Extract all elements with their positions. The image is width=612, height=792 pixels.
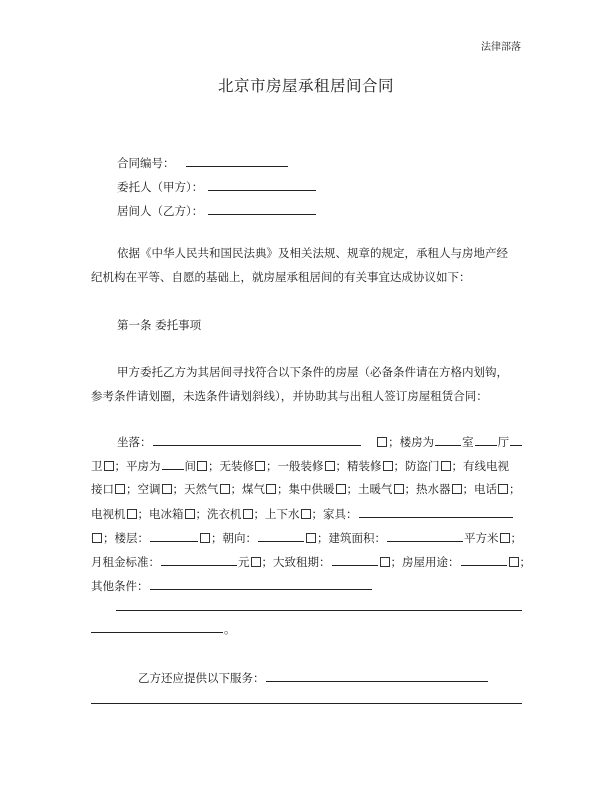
contract-no-row — [117, 155, 289, 170]
plumbing-label: ；上下水 — [253, 507, 300, 521]
security-door-checkbox[interactable] — [441, 461, 451, 471]
bungalow-unit: 间 — [184, 459, 196, 473]
area-field[interactable] — [387, 530, 463, 542]
header-brand: 法律部落 — [481, 42, 521, 53]
other-continuation-line-2[interactable] — [91, 632, 223, 633]
water-heater-checkbox[interactable] — [452, 484, 462, 494]
intermediary-label: 居间人（乙方）： — [117, 204, 204, 218]
row3-end: ； — [509, 482, 521, 496]
basic-decoration-label: ；一般装修 — [266, 459, 324, 473]
row5-end: ； — [510, 531, 522, 545]
telephone-checkbox[interactable] — [498, 484, 508, 494]
fridge-checkbox[interactable] — [185, 509, 195, 519]
services-field[interactable] — [266, 670, 488, 682]
fine-decoration-label: ；精装修 — [335, 459, 382, 473]
area-label: ；建筑面积： — [317, 531, 386, 545]
tv-checkbox[interactable] — [127, 509, 137, 519]
washer-label: ；洗衣机 — [195, 507, 242, 521]
intermediary-field[interactable] — [208, 203, 316, 215]
cable-tv-label-cont: 接口 — [91, 482, 114, 496]
principal-row — [117, 179, 317, 194]
conditions-row-other — [91, 578, 373, 593]
bath-count-field[interactable] — [510, 434, 522, 446]
article1-intro-line2: 参考条件请划圈，未选条件请划斜线），并协助其与出租人签订房屋租赁合同： — [91, 389, 488, 403]
plumbing-checkbox[interactable] — [301, 509, 311, 519]
contract-no-field[interactable] — [186, 155, 288, 167]
article1-heading: 第一条 委托事项 — [117, 318, 202, 332]
conditions-row-location — [117, 434, 523, 449]
hall-count-field[interactable] — [475, 434, 497, 446]
water-heater-label: ；热水器 — [404, 482, 451, 496]
conditions-row-5 — [91, 530, 522, 545]
floor-checkbox[interactable] — [200, 533, 210, 543]
building-checkbox[interactable] — [104, 461, 114, 471]
other-continuation-line-1[interactable] — [116, 610, 522, 611]
local-heating-checkbox[interactable] — [394, 484, 404, 494]
bungalow-checkbox[interactable] — [197, 461, 207, 471]
preamble-line2: 纪机构在平等、自愿的基础上，就房屋承租居间的有关事宜达成协议如下： — [91, 270, 471, 284]
tv-label: 电视机 — [91, 507, 126, 521]
cable-tv-checkbox[interactable] — [115, 484, 125, 494]
coal-gas-checkbox[interactable] — [266, 484, 276, 494]
other-field[interactable] — [150, 578, 372, 590]
usage-label: ；房屋用途： — [390, 555, 460, 569]
natural-gas-checkbox[interactable] — [220, 484, 230, 494]
area-unit: 平方米 — [464, 531, 499, 545]
central-heating-checkbox[interactable] — [336, 484, 346, 494]
usage-field[interactable] — [461, 554, 507, 566]
washer-checkbox[interactable] — [243, 509, 253, 519]
services-row — [138, 670, 489, 685]
room-count-field[interactable] — [435, 434, 461, 446]
area-checkbox[interactable] — [500, 533, 510, 543]
page-title: 北京市房屋承租居间合同 — [217, 77, 394, 95]
conditions-row-4 — [91, 506, 514, 521]
building-label: ；楼房为 — [388, 435, 435, 449]
article1-intro-line1: 甲方委托乙方为其居间寻找符合以下条件的房屋（必备条件请在方格内划钩， — [117, 365, 508, 379]
basic-decoration-checkbox[interactable] — [325, 461, 335, 471]
services-continuation-line[interactable] — [91, 703, 522, 704]
orientation-label: ；朝向： — [211, 531, 257, 545]
principal-label: 委托人（甲方）： — [117, 180, 204, 194]
term-label: ；大致租期： — [261, 555, 331, 569]
location-field[interactable] — [153, 434, 361, 446]
bungalow-count-field[interactable] — [162, 458, 184, 470]
furniture-checkbox[interactable] — [92, 533, 102, 543]
no-decoration-checkbox[interactable] — [255, 461, 265, 471]
natural-gas-label: ；天然气 — [172, 482, 219, 496]
fine-decoration-checkbox[interactable] — [383, 461, 393, 471]
row6-end: ； — [519, 555, 531, 569]
bungalow-label: ；平房为 — [114, 459, 161, 473]
other-label: 其他条件： — [91, 579, 149, 593]
security-door-label: ；防盗门 — [393, 459, 440, 473]
furniture-field[interactable] — [359, 506, 513, 518]
floor-field[interactable] — [150, 530, 198, 542]
rent-checkbox[interactable] — [251, 557, 261, 567]
central-heating-label: ；集中供暖 — [277, 482, 335, 496]
conditions-row-2 — [91, 458, 509, 473]
conditions-row-3 — [91, 482, 521, 496]
floor-label: ；楼层： — [103, 531, 149, 545]
cable-tv-label: ；有线电视 — [451, 459, 509, 473]
contract-no-label: 合同编号： — [117, 156, 175, 170]
fridge-label: ；电冰箱 — [137, 507, 184, 521]
term-checkbox[interactable] — [380, 557, 390, 567]
furniture-label: ；家具： — [311, 507, 358, 521]
telephone-label: ；电话 — [462, 482, 497, 496]
rent-unit: 元 — [238, 555, 250, 569]
term-field[interactable] — [332, 554, 378, 566]
location-checkbox[interactable] — [377, 437, 387, 447]
orientation-field[interactable] — [258, 530, 304, 542]
orientation-checkbox[interactable] — [306, 533, 316, 543]
rent-field[interactable] — [161, 554, 237, 566]
room-unit: 室 — [462, 435, 474, 449]
location-label: 坐落： — [117, 435, 152, 449]
air-conditioner-label: ；空调 — [126, 482, 161, 496]
principal-field[interactable] — [208, 179, 316, 191]
services-label: 乙方还应提供以下服务： — [138, 671, 265, 685]
conditions-row-6 — [91, 554, 531, 569]
bath-unit: 卫 — [91, 459, 103, 473]
coal-gas-label: ；煤气 — [230, 482, 265, 496]
rent-label: 月租金标准： — [91, 555, 160, 569]
air-conditioner-checkbox[interactable] — [162, 484, 172, 494]
preamble-line1: 依据《中华人民共和国民法典》及相关法规、规章的规定，承租人与房地产经 — [117, 246, 508, 260]
local-heating-label: ；土暖气 — [346, 482, 393, 496]
no-decoration-label: ；无装修 — [208, 459, 254, 473]
usage-checkbox[interactable] — [509, 557, 519, 567]
other-period: 。 — [224, 622, 236, 636]
intermediary-row — [117, 203, 317, 218]
hall-unit: 厅 — [497, 435, 510, 449]
